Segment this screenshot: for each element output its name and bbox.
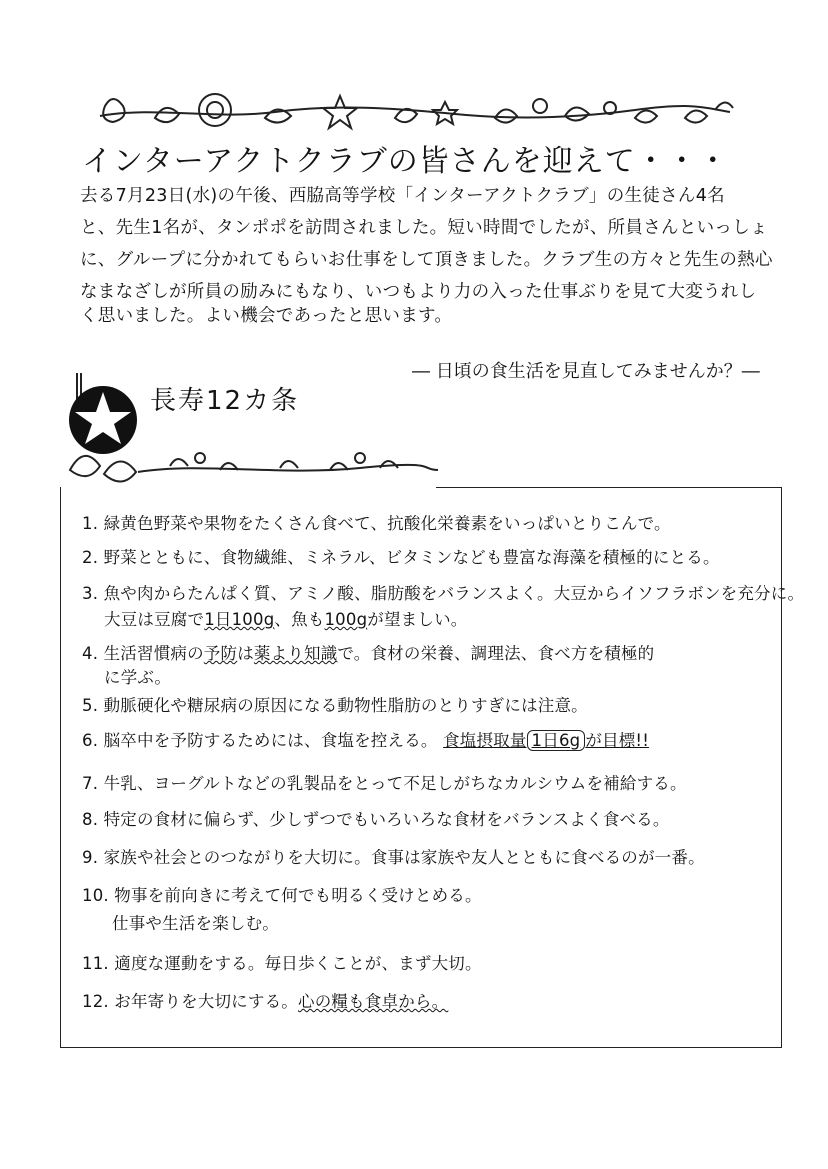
intro-line-2: と、先生1名が、タンポポを訪問されました。短い時間でしたが、所員さんといっしょ <box>80 218 768 238</box>
rule-4a-text-mid: は <box>237 644 254 663</box>
rule-3b-text-post: が望ましい。 <box>367 610 468 629</box>
rule-3b-marked-1: 1日100g <box>204 610 275 629</box>
rule-9: 9. 家族や社会とのつながりを大切に。食事は家族や友人とともに食べるのが一番。 <box>82 848 705 867</box>
rule-5: 5. 動脈硬化や糖尿病の原因になる動物性脂肪のとりすぎには注意。 <box>82 696 588 715</box>
rule-3a: 3. 魚や肉からたんぱく質、アミノ酸、脂肪酸をバランスよく。大豆からイソフラボンを充分に。 <box>82 584 805 603</box>
rule-4a-text-pre: 4. 生活習慣病の <box>82 644 204 663</box>
rule-6-boxed-value: 1日6g <box>527 730 586 751</box>
rule-10a: 10. 物事を前向きに考えて何でも明るく受けとめる。 <box>82 886 482 905</box>
rule-1: 1. 緑黄色野菜や果物をたくさん食べて、抗酸化栄養素をいっぱいとりこんで。 <box>82 514 671 533</box>
rule-12 <box>82 988 448 1012</box>
section-subtitle: ― 日頃の食生活を見直してみませんか？― <box>412 361 760 382</box>
rule-6-highlight-pre: 食塩摂取量 <box>443 731 527 750</box>
rule-10b: 仕事や生活を楽しむ。 <box>112 914 279 933</box>
flower-vine-border-top <box>95 88 735 138</box>
rule-4b: に学ぶ。 <box>104 668 172 687</box>
rule-3b-marked-2: 100g <box>324 610 368 629</box>
rule-6 <box>82 727 649 751</box>
rule-6-text: 6. 脳卒中を予防するためには、食塩を控える。 <box>82 731 438 750</box>
rule-11: 11. 適度な運動をする。毎日歩くことが、まず大切。 <box>82 954 482 973</box>
rule-4a-text-post: で。食材の栄養、調理法、食べ方を積極的 <box>337 644 655 663</box>
intro-line-4: なまなざしが所員の励みにもなり、いつもより力の入った仕事ぶりを見て大変うれし <box>80 282 757 302</box>
rule-3b <box>104 606 467 630</box>
rule-12-text: 12. お年寄りを大切にする。 <box>82 992 298 1011</box>
rule-3b-text-mid: 、魚も <box>274 610 325 629</box>
rule-4a <box>82 640 654 664</box>
rule-12-marked: 心の糧も食卓から。 <box>298 992 449 1011</box>
rule-4a-marked-2: 薬より知識 <box>253 644 338 663</box>
page-title: インターアクトクラブの皆さんを迎えて・・・ <box>82 144 729 179</box>
leaf-vine-border <box>60 440 440 490</box>
intro-line-1: 去る7月23日(水)の午後、西脇高等学校「インターアクトクラブ」の生徒さん4名 <box>80 186 725 206</box>
rule-8: 8. 特定の食材に偏らず、少しずつでもいろいろな食材をバランスよく食べる。 <box>82 810 670 829</box>
rule-6-highlight-post: が目標!! <box>585 731 650 750</box>
rule-4a-marked-1: 予防 <box>203 644 238 663</box>
section-title: 長寿12カ条 <box>150 386 300 416</box>
rule-7: 7. 牛乳、ヨーグルトなどの乳製品をとって不足しがちなカルシウムを補給する。 <box>82 774 687 793</box>
intro-line-3: に、グループに分かれてもらいお仕事をして頂きました。クラブ生の方々と先生の熱心 <box>80 250 773 270</box>
rule-3b-text-pre: 大豆は豆腐で <box>104 610 205 629</box>
rule-2: 2. 野菜とともに、食物繊維、ミネラル、ビタミンなども豊富な海藻を積極的にとる。 <box>82 548 720 567</box>
rule-6-highlight <box>443 730 649 751</box>
intro-line-5: く思いました。よい機会であったと思います。 <box>80 306 453 326</box>
